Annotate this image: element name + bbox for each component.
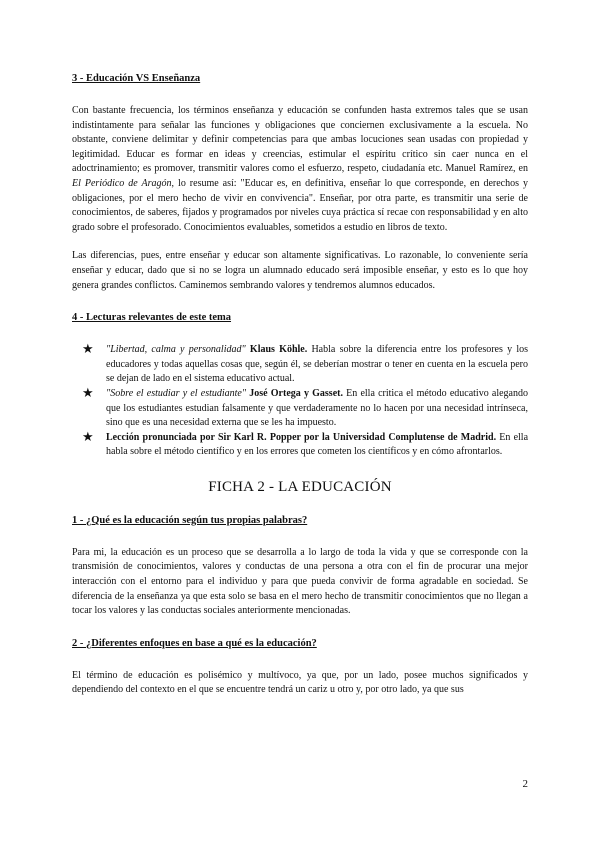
reading-description: En ella habla sobre el método científico y en los errores que cometen los científicos y en cómo afrontarlos. <box>106 431 529 458</box>
reading-author: José Ortega y Gasset. <box>246 387 343 399</box>
page-number: 2 <box>522 778 528 790</box>
reading-title: "Libertad, calma y personalidad" <box>106 344 246 356</box>
reading-title: "Sobre el estudiar y el estudiante" <box>106 387 247 399</box>
section-4-title: 4 - Lecturas relevantes de este tema <box>72 312 232 324</box>
question-2-title: 2 - ¿Diferentes enfoques en base a qué es la educación? <box>72 637 317 649</box>
section-3-title: 3 - Educación VS Enseñanza <box>72 73 201 84</box>
readings-list <box>82 343 528 460</box>
newspaper-name: El Periódico de Aragón <box>72 177 172 189</box>
reading-item-2 <box>82 387 528 431</box>
paragraph-1-text-b: , lo resume así: "Educar es, en definitiva, enseñar lo que corresponde, en derechos y obligaciones, por el mero hecho de vivir en convivencia". Enseñar, por otra parte, es transmitir una serie de conocimientos, de saberes, fijados y programados por niveles cuya práctica sí recae con responsabilidad y en alto grado sobre el profesorado. Conocimientos evaluables, sometidos a estudio en libros de texto. <box>72 177 529 233</box>
paragraph-1-text-a: Con bastante frecuencia, los términos enseñanza y educación se confunden hasta extremos tales que se usan indistintamente para señalar las funciones y obligaciones que conciernen exclusivamente a la escuela. No obstante, conviene delimitar y definir competencias para que ambas locuciones sean usadas con propiedad y legitimidad. Educar es formar en ideas y creencias, estimular el espíritu crítico sin caer nunca en el adoctrinamiento; es promover, transmitir valores como el esfuerzo, respeto, ciudadanía etc. Manuel Ramírez, en <box>72 105 528 175</box>
ficha-2-title: FICHA 2 - LA EDUCACIÓN <box>208 478 392 495</box>
reading-description: En ella critica el método educativo alegando que los estudiantes estudian falsamente y que verdaderamente no lo hacen por una necesidad intrínseca, sino que es una necesidad externa que se les ha impuesto. <box>106 387 528 429</box>
star-bullet-icon: ★ <box>82 342 94 358</box>
reading-item-3 <box>82 431 528 460</box>
question-1-answer: Para mi, la educación es un proceso que se desarrolla a lo largo de toda la vida y que se corresponde con la transmisión de conocimientos, valores y conductas de una persona a otra con el fin de procurar una mejor interacción con el entorno para el individuo y para que pueda convivir de forma agradable en sociedad. Se diferencia de la enseñanza ya que esta solo se basa en el mero hecho de transmitir conocimientos que no llegan a tocar los valores y las conductas sociales anteriormente mencionadas. <box>72 546 528 617</box>
reading-author: Klaus Köhle. <box>245 344 308 356</box>
page-content <box>72 72 528 712</box>
star-bullet-icon: ★ <box>82 429 94 445</box>
reading-item-1 <box>82 343 528 387</box>
reading-description: Habla sobre la diferencia entre los profesores y los educadores y todas aquellas cosas que, según él, se deberían mostrar o tener en cuenta en la escuela pero se dejan de lado en el sistema educativo actual. <box>106 344 528 385</box>
question-1-title: 1 - ¿Qué es la educación según tus propias palabras? <box>72 514 308 526</box>
section-3-paragraph-1 <box>72 104 528 235</box>
reading-author: Lección pronunciada por Sir Karl R. Popper por la Universidad Complutense de Madrid. <box>106 431 497 443</box>
question-2-answer: El término de educación es polisémico y multívoco, ya que, por un lado, posee muchos significados y dependiendo del contexto en el que se encuentre tendrá un cariz u otro y, por otro lado, ya que sus <box>72 669 528 696</box>
section-3-paragraph-2: Las diferencias, pues, entre enseñar y educar son altamente significativas. Lo razonable, lo conveniente sería enseñar y educar, dado que si no se logra un alumnado educado será imposible enseñar, y esto es lo que hoy genera grandes conflictos. Caminemos sembrando valores y tendremos alumnos educados. <box>72 250 528 291</box>
star-bullet-icon: ★ <box>82 385 94 401</box>
